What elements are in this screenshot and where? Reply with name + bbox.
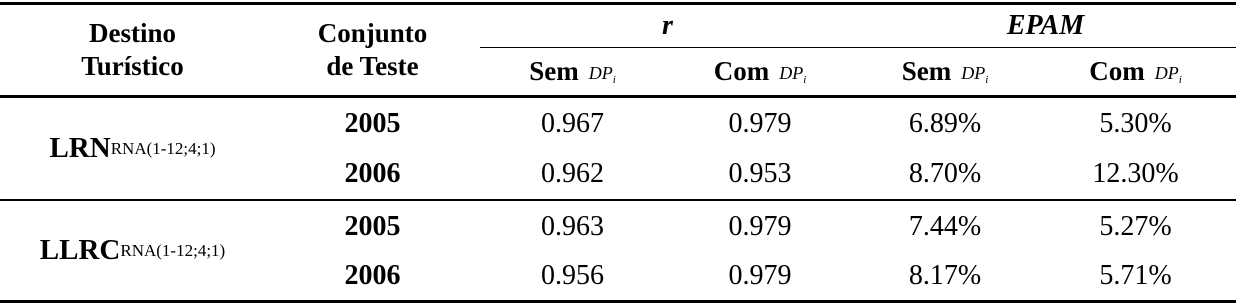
subheader-r-com — [665, 48, 855, 95]
dp-symbol: $DP_i$ — [779, 63, 807, 86]
header-destino — [0, 5, 265, 95]
r-sem-cell: 0.962 — [541, 158, 604, 189]
subheader-epam-com — [1035, 48, 1236, 95]
epam-sem-cell: 7.44% — [908, 211, 982, 242]
subheader-label: Sem — [901, 56, 952, 86]
header-conjunto-line1: Conjunto — [317, 18, 428, 48]
epam-sem-cell: 8.17% — [908, 260, 982, 291]
r-com-cell: 0.979 — [728, 211, 792, 242]
header-conjunto — [265, 5, 480, 95]
subheader-label: Com — [1089, 56, 1145, 86]
r-com-cell: 0.979 — [728, 260, 792, 291]
destino-llrc: LLRC RNA(1-12;4;1) — [39, 234, 226, 266]
epam-com-cell: 5.30% — [1099, 108, 1172, 139]
epam-sem-cell: 6.89% — [908, 108, 982, 139]
epam-sem-cell: 8.70% — [908, 158, 982, 189]
subheader-label: Sem — [529, 56, 579, 86]
subheader-label: Com — [713, 56, 770, 86]
bottom-rule — [0, 300, 1236, 303]
header-destino-line2: Turístico — [81, 51, 184, 81]
epam-com-cell: 5.27% — [1099, 211, 1172, 242]
header-group-r: r — [662, 10, 673, 41]
ano-cell: 2005 — [344, 108, 401, 139]
epam-com-cell: 12.30% — [1092, 158, 1179, 189]
header-destino-line1: Destino — [89, 18, 176, 48]
subheader-r-sem — [480, 48, 665, 95]
r-sem-cell: 0.956 — [541, 260, 604, 291]
ano-cell: 2005 — [344, 211, 401, 242]
r-sem-cell: 0.963 — [541, 211, 604, 242]
dp-symbol: $DP_i$ — [1154, 63, 1182, 86]
dp-symbol: $DP_i$ — [961, 63, 989, 86]
dp-symbol: $DP_i$ — [588, 63, 616, 86]
epam-com-cell: 5.71% — [1099, 260, 1172, 291]
ano-cell: 2006 — [344, 260, 401, 291]
r-com-cell: 0.979 — [728, 108, 792, 139]
r-com-cell: 0.953 — [728, 158, 792, 189]
subheader-epam-sem — [855, 48, 1035, 95]
ano-cell: 2006 — [344, 158, 401, 189]
header-conjunto-line2: de Teste — [326, 51, 419, 81]
header-group-epam: EPAM — [1006, 10, 1085, 41]
r-sem-cell: 0.967 — [541, 108, 604, 139]
destino-lrn: LRN RNA(1-12;4;1) — [49, 132, 216, 164]
